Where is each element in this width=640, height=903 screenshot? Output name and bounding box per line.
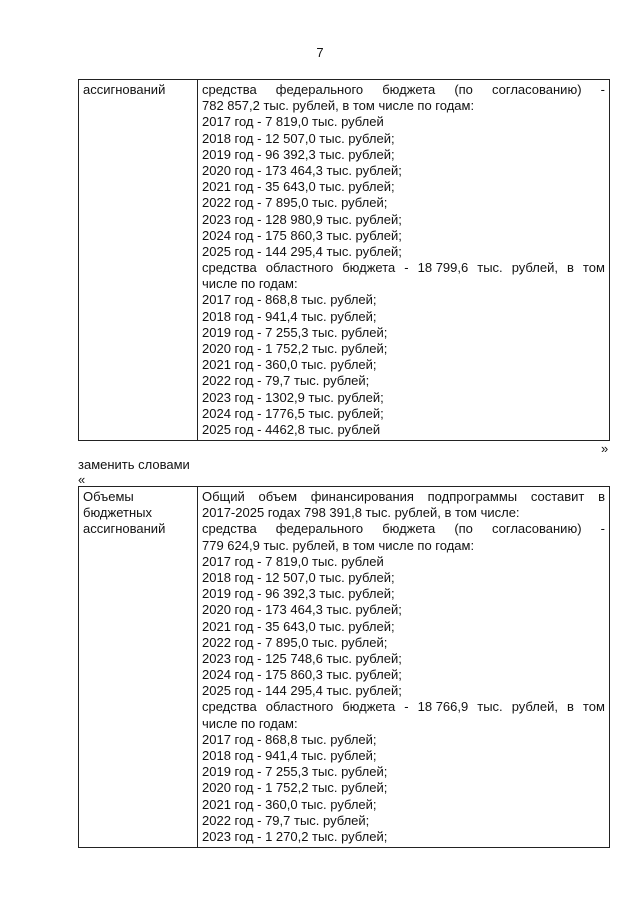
- word: (по: [454, 82, 473, 97]
- year-line: 2023 год - 1 270,2 тыс. рублей;: [202, 828, 388, 844]
- word: областного: [265, 699, 334, 715]
- year-line: 2019 год - 7 255,3 тыс. рублей;: [202, 764, 388, 780]
- word: согласованию): [491, 521, 582, 537]
- regional-years-list: [202, 292, 605, 438]
- general-intro: [202, 489, 605, 505]
- word: -: [600, 82, 605, 97]
- word: -: [600, 521, 605, 537]
- word: средства: [202, 82, 257, 97]
- regional-intro-continued: числе по годам:: [202, 715, 298, 731]
- federal-intro: [202, 521, 605, 537]
- label-cell: [79, 487, 198, 848]
- left-label: ассигнований: [83, 82, 166, 97]
- word: в: [566, 260, 574, 276]
- year-line: 2020 год - 1 752,2 тыс. рублей;: [202, 341, 388, 356]
- year-line: 2017 год - 868,8 тыс. рублей;: [202, 731, 377, 747]
- word: бюджета: [382, 82, 436, 97]
- federal-years-list: [202, 554, 605, 700]
- year-line: 2025 год - 144 295,4 тыс. рублей;: [202, 683, 402, 699]
- word: согласованию): [491, 82, 582, 97]
- opening-quote: «: [78, 472, 86, 487]
- word: объем: [258, 489, 298, 504]
- word: областного: [265, 260, 334, 276]
- year-line: 2023 год - 128 980,9 тыс. рублей;: [202, 211, 402, 227]
- year-line: 2024 год - 1776,5 тыс. рублей;: [202, 405, 384, 421]
- word: -: [404, 699, 409, 715]
- word: том: [582, 260, 605, 276]
- word: в: [566, 699, 574, 715]
- year-line: 2018 год - 12 507,0 тыс. рублей;: [202, 130, 395, 146]
- year-line: 2024 год - 175 860,3 тыс. рублей;: [202, 667, 402, 683]
- word: федерального: [275, 82, 364, 97]
- year-line: 2019 год - 96 392,3 тыс. рублей;: [202, 586, 395, 602]
- label-line: ассигнований: [83, 521, 166, 536]
- year-line: 2024 год - 175 860,3 тыс. рублей;: [202, 227, 402, 243]
- word: средства: [202, 260, 257, 276]
- content-cell: [198, 487, 610, 848]
- word: федерального: [275, 521, 364, 537]
- year-line: 2021 год - 360,0 тыс. рублей;: [202, 357, 377, 373]
- year-line: 2022 год - 7 895,0 тыс. рублей;: [202, 195, 388, 211]
- year-line: 2025 год - 4462,8 тыс. рублей: [202, 421, 381, 437]
- regional-intro: [202, 699, 605, 715]
- label-cell: [79, 80, 198, 441]
- year-line: 2021 год - 35 643,0 тыс. рублей;: [202, 179, 395, 195]
- year-line: 2022 год - 79,7 тыс. рублей;: [202, 373, 370, 389]
- federal-intro: [202, 82, 605, 98]
- word: 18 799,6: [417, 260, 469, 276]
- word: -: [404, 260, 409, 276]
- year-line: 2017 год - 7 819,0 тыс. рублей: [202, 114, 384, 130]
- word: бюджета: [342, 699, 396, 715]
- word: Общий: [202, 489, 245, 504]
- year-line: 2019 год - 7 255,3 тыс. рублей;: [202, 324, 388, 340]
- word: том: [582, 699, 605, 715]
- year-line: 2022 год - 7 895,0 тыс. рублей;: [202, 634, 388, 650]
- year-line: 2025 год - 144 295,4 тыс. рублей;: [202, 243, 402, 259]
- year-line: 2018 год - 12 507,0 тыс. рублей;: [202, 569, 395, 585]
- word: финансирования: [310, 489, 414, 504]
- regional-years-list: [202, 732, 605, 845]
- regional-intro-continued: числе по годам:: [202, 276, 298, 292]
- year-line: 2020 год - 173 464,3 тыс. рублей;: [202, 162, 402, 178]
- word: средства: [202, 521, 257, 537]
- content-cell: [198, 80, 610, 441]
- year-line: 2023 год - 1302,9 тыс. рублей;: [202, 389, 384, 405]
- word: тыс.: [477, 699, 503, 715]
- label-line: бюджетных: [83, 505, 152, 520]
- year-line: 2017 год - 868,8 тыс. рублей;: [202, 292, 377, 308]
- year-line: 2017 год - 7 819,0 тыс. рублей: [202, 553, 384, 569]
- year-line: 2019 год - 96 392,3 тыс. рублей;: [202, 146, 395, 162]
- year-line: 2021 год - 360,0 тыс. рублей;: [202, 796, 377, 812]
- word: в: [598, 489, 605, 504]
- word: бюджета: [342, 260, 396, 276]
- year-line: 2021 год - 35 643,0 тыс. рублей;: [202, 618, 395, 634]
- year-line: 2020 год - 1 752,2 тыс. рублей;: [202, 780, 388, 796]
- closing-quote: »: [601, 441, 609, 456]
- left-label-lines: [83, 489, 193, 537]
- year-line: 2022 год - 79,7 тыс. рублей;: [202, 812, 370, 828]
- word: рублей,: [511, 260, 558, 276]
- year-line: 2023 год - 125 748,6 тыс. рублей;: [202, 650, 402, 666]
- word: составит: [530, 489, 585, 504]
- year-line: 2018 год - 941,4 тыс. рублей;: [202, 308, 377, 324]
- year-line: 2018 год - 941,4 тыс. рублей;: [202, 748, 377, 763]
- replace-instruction: заменить словами: [78, 457, 190, 472]
- label-line: Объемы: [83, 489, 134, 504]
- word: (по: [454, 521, 473, 537]
- word: подпрограммы: [427, 489, 518, 504]
- year-line: 2020 год - 173 464,3 тыс. рублей;: [202, 602, 402, 618]
- word: 18 766,9: [417, 699, 469, 715]
- budget-table-old: [78, 79, 610, 441]
- federal-total: 782 857,2 тыс. рублей, в том числе по годам:: [202, 98, 475, 114]
- federal-total: 779 624,9 тыс. рублей, в том числе по годам:: [202, 537, 475, 553]
- page-number: 7: [316, 45, 324, 60]
- general-total: 2017-2025 годах 798 391,8 тыс. рублей, в том числе:: [202, 505, 520, 521]
- regional-intro: [202, 260, 605, 276]
- word: тыс.: [477, 260, 503, 276]
- word: средства: [202, 699, 257, 715]
- word: рублей,: [511, 699, 558, 715]
- word: бюджета: [382, 521, 436, 537]
- federal-years-list: [202, 114, 605, 260]
- budget-table-new: [78, 486, 610, 848]
